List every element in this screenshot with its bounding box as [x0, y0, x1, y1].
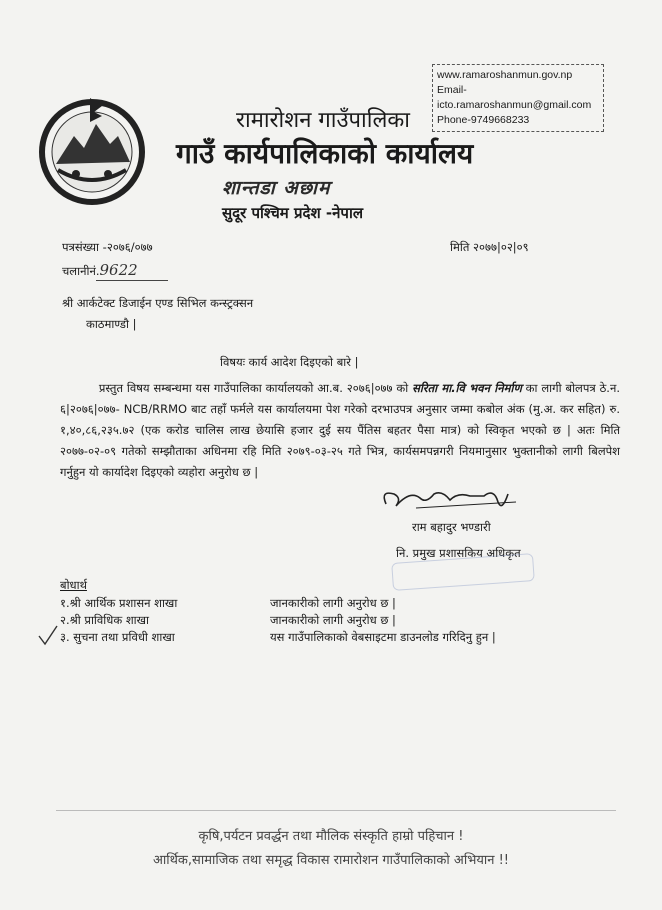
footer-divider — [56, 810, 616, 811]
cc-item-1-office: १.श्री आर्थिक प्रशासन शाखा — [60, 596, 178, 610]
contact-box — [432, 64, 604, 132]
body-project-name: सरिता मा.वि भवन निर्माण — [412, 381, 522, 395]
body-part-2: का लागी बोलपत्र ठे.न. ६|२०७६|०७७- NCB/RRMO बाट तहाँ फर्मले यस कार्यालयमा पेश गरेको दरभाउपत्र अनुसार जम्मा कबोल अंक (मु.अ. कर सहित) रु. १,४०,८६,२३५.७२ (एक करोड चालिस लाख छेयासि हजार दुई सय पैंतिस बहतर पैसा मात्र) को स्विकृत भएको छ | अतः मिति २०७७-०२-०९ गतेको सम्झौताका अधिनमा रहि मिति २०७९-०३-२५ गते भित्र, कार्यसमपन्नगरी नियमानुसार भुक्तानीको लागी बिलपेश गर्नुहुन यो कार्यादेश दिइएको व्यहोरा अनुरोध छ | — [60, 381, 620, 479]
body-part-1: प्रस्तुत विषय सम्बन्धमा यस गाउँपालिका कार्यालयको आ.ब. २०७६|०७७ को — [98, 381, 413, 395]
footer-slogan-2: आर्थिक,सामाजिक तथा समृद्ध विकास रामारोशन गाउँपालिकाको अभियान !! — [152, 853, 510, 868]
cc-item-2-note: जानकारीको लागी अनुरोध छ | — [270, 613, 396, 627]
cc-item-1-note: जानकारीको लागी अनुरोध छ | — [270, 596, 396, 610]
footer-slogan-1: कृषि,पर्यटन प्रवर्द्धन तथा मौलिक संस्कृति हाम्रो पहिचान ! — [198, 829, 464, 844]
cc-item-3-office: ३. सुचना तथा प्रविधी शाखा — [60, 630, 175, 644]
website-text: www.ramaroshanmun.gov.np — [437, 69, 573, 81]
cc-heading: बोधार्थ — [60, 578, 87, 592]
recipient-place: काठमाण्डौ | — [86, 317, 137, 331]
email-text: icto.ramaroshanmun@gmail.com — [437, 99, 592, 111]
subject-line: विषयः कार्य आदेश दिइएको बारे | — [220, 355, 359, 369]
nepal-emblem-icon — [36, 94, 148, 206]
municipality-name: रामारोशन गाउँपालिका — [236, 108, 410, 133]
reference-number: पत्रसंख्या -२०७६/०७७ — [62, 240, 153, 254]
cc-item-2-office: २.श्री प्राविधिक शाखा — [60, 613, 150, 627]
email-label: Email- — [437, 84, 467, 96]
office-name: गाउँ कार्यपालिकाको कार्यालय — [176, 137, 474, 170]
letter-date: मिति २०७७|०२|०९ — [450, 240, 529, 254]
signatory-title: नि. प्रमुख प्रशासकिय अधिकृत — [396, 546, 521, 560]
checkmark-icon — [36, 624, 60, 648]
province-name: सुदूर पश्चिम प्रदेश -नेपाल — [222, 204, 364, 222]
dispatch-row — [62, 261, 138, 279]
location-name: शान्तडा अछाम — [222, 177, 331, 199]
signature-mark — [376, 480, 526, 518]
letter-body — [60, 378, 620, 483]
cc-item-3-note: यस गाउँपालिकाको वेबसाइटमा डाउनलोड गरिदिनु हुन | — [270, 630, 496, 644]
dispatch-underline — [96, 280, 168, 281]
phone-text: Phone-9749668233 — [437, 114, 530, 126]
dispatch-label: चलानीनं. — [62, 264, 100, 278]
recipient-name: श्री आर्कटेक्ट डिजाईन एण्ड सिभिल कन्स्ट्रक्सन — [62, 296, 254, 310]
signatory-name: राम बहादुर भण्डारी — [412, 520, 491, 534]
dispatch-number: 9622 — [99, 261, 138, 279]
